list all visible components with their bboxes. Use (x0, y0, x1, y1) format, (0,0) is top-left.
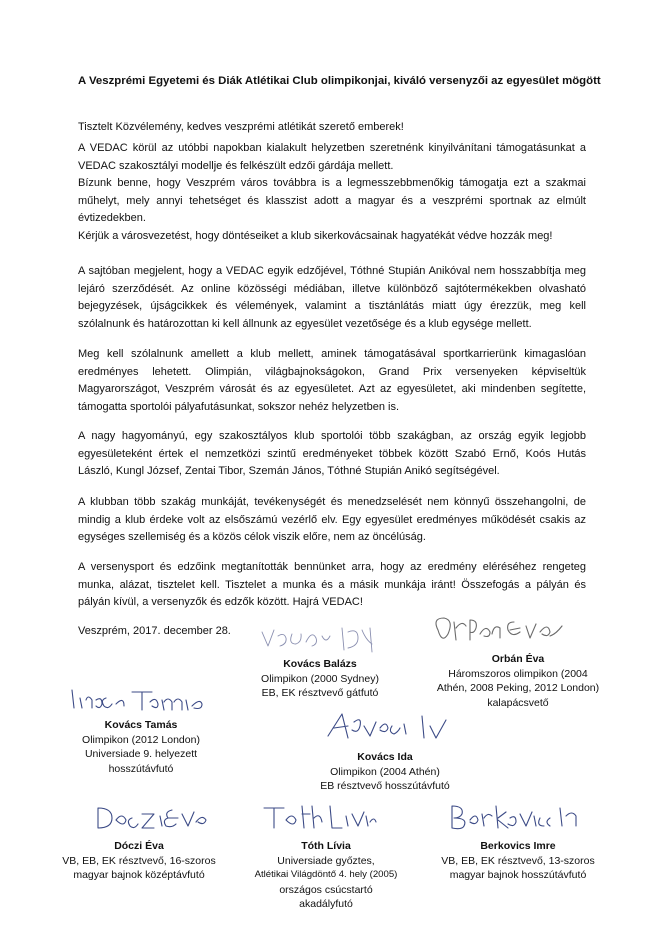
paragraph-line: támogatta sportolói pályafutásunkat, sokszor nehéz helyzetben is. (78, 400, 400, 413)
signatory-orban-eva (418, 652, 618, 710)
signatory-credential: Olimpikon (2000 Sydney) (261, 672, 379, 685)
signature-toth-livia-icon (258, 800, 378, 836)
signatory-name: Orbán Éva (491, 653, 545, 665)
paragraph-4 (78, 428, 586, 481)
signatory-name: Kovács Ida (357, 751, 413, 763)
signatory-credential: VB, EB, EK résztvevő, 16-szoros (62, 854, 216, 867)
signatory-credential: akadályfutó (299, 898, 353, 911)
greeting: Tisztelt Közvélemény, kedves veszprémi atlétikát szerető emberek! (78, 121, 404, 133)
paragraph-line: eredményes lehetett. Olimpián, világbajnokságokon, Grand Prix versenyeken képviseltük (78, 365, 586, 378)
paragraph-line: A nagy hagyományú, egy szakosztályos klub sportolói több szakágban, az ország egyik legjobb (78, 430, 586, 442)
signatory-name: Berkovics Imre (480, 840, 556, 852)
paragraph-line: A versenysport és edzőink megtanították bennünket arra, hogy az eredmény eléréséhez rengeteg (78, 561, 586, 573)
signatory-doczi-eva (54, 839, 224, 883)
paragraph-line: szólalnunk és határozottan ki kell állnunk az egyesület vezetősége és a klub egysége mellett. (78, 317, 532, 330)
paragraph-line: Bízunk benne, hogy Veszprém város továbbra is a legmesszebbmenőkig támogatja ezt a szakmai (78, 177, 586, 190)
signatory-kovacs-balazs (240, 657, 400, 701)
signature-kovacs-tamas-icon (66, 684, 226, 718)
paragraph-line: A sajtóban megjelent, hogy a VEDAC egyik edzőjével, Tóthné Stupián Anikóval nem hosszabbítja meg (78, 265, 586, 277)
signature-kovacs-ida-icon (322, 708, 452, 748)
paragraph-line: munka, alázat, tisztelet kell. Tisztelet a munka és a másik munkája iránt! Összefogás a pályán és (78, 578, 586, 591)
signature-orban-eva-icon (430, 612, 580, 650)
paragraph-line: Meg kell szólalnunk amellett a klub mellett, aminek támogatásával sportkarrierünk kimagaslóan (78, 348, 586, 360)
signatory-name: Kovács Balázs (283, 658, 357, 670)
paragraph-1 (78, 140, 586, 246)
signatory-credential: Olimpikon (2004 Athén) (330, 765, 440, 778)
signatory-credential: Háromszoros olimpikon (2004 (448, 667, 588, 680)
paragraph-line: egyesületeként értek el nemzetközi szintű eredményeket többek között Szabó Ernő, Koós Hutás (78, 447, 586, 460)
paragraph-line: A klubban több szakág munkáját, tevékenységét és menedzselését nem könnyű összehangolni, de (78, 496, 586, 508)
paragraph-line: műhelyt, mely annyi tehetséget és klasszist adott a magyar és a veszprémi sportnak az elmúlt (78, 194, 586, 207)
signatory-credential: országos csúcstartó (279, 883, 373, 896)
signatory-credential: hosszútávfutó (108, 762, 174, 775)
signature-kovacs-balazs-icon (258, 622, 388, 658)
signature-berkovics-imre-icon (446, 800, 586, 836)
paragraph-line: bejegyzések, újságcikkek és vélemények, valamint a tisztánlátás miatt úgy érezzük, meg kell (78, 300, 586, 313)
signatory-berkovics-imre (428, 839, 608, 883)
signatory-credential: EB résztvevő hosszútávfutó (320, 780, 450, 793)
signatory-name: Kovács Tamás (104, 719, 178, 731)
paragraph-6 (78, 559, 586, 612)
signatory-name: Dóczi Éva (114, 840, 164, 852)
signature-doczi-eva-icon (92, 800, 212, 836)
signatory-credential: Universiade 9. helyezett (84, 748, 198, 761)
paragraph-line: évtizedekben. (78, 212, 146, 225)
paragraph-2 (78, 263, 586, 333)
paragraph-line: A VEDAC körül az utóbbi napokban kialakult helyzetben szeretnénk kinyilvánítani támogatásunkat a (78, 142, 586, 154)
paragraph-line: VEDAC szakosztályi modellje és felkészült edzői gárdája mellett. (78, 159, 394, 172)
signatory-credential: Universiade győztes, (277, 854, 375, 867)
signatory-credential: magyar bajnok hosszútávfutó (449, 869, 587, 882)
paragraph-line: pályán kívül, a versenyzők és edzők között. Hajrá VEDAC! (78, 596, 363, 609)
signatory-credential: VB, EB, EK résztvevő, 13-szoros (441, 854, 595, 867)
signatory-kovacs-ida (300, 750, 470, 794)
paragraph-5 (78, 494, 586, 547)
signatory-credential: EB, EK résztvevő gátfutó (261, 687, 379, 700)
paragraph-line: lejáró szerződését. Az online közösségi médiában, illetve különböző sajtótermékekben olvasható (78, 282, 586, 295)
signatory-credential: Atlétikai Világdöntő 4. hely (2005) (254, 869, 398, 881)
signatory-credential: Olimpikon (2012 London) (82, 733, 200, 746)
paragraph-line: László, Kungl József, Zentai Tibor, Szemán János, Tóthné Stupián Anikó segítségével. (78, 465, 500, 478)
paragraph-line: egységes szellemiség és a közös célok viszik előre, nem az öncélúság. (78, 531, 426, 544)
signatory-credential: magyar bajnok középtávfutó (73, 869, 205, 882)
signatory-toth-livia (228, 839, 424, 912)
signatory-credential: kalapácsvető (487, 696, 549, 709)
place-date: Veszprém, 2017. december 28. (78, 625, 231, 637)
paragraph-line: Magyarországot, Veszprém városát és az egyesületet. Azt az egyesületet, aki mindenben segítette, (78, 383, 586, 396)
paragraph-3 (78, 346, 586, 416)
letter-title: A Veszprémi Egyetemi és Diák Atlétikai Club olimpikonjai, kiváló versenyzői az egyesület mögött (78, 75, 601, 87)
signatory-name: Tóth Lívia (301, 840, 351, 852)
signatory-credential: Athén, 2008 Peking, 2012 London) (436, 682, 600, 695)
paragraph-line: mindig a klub érdeke volt az elsőszámú vezérlő elv. Egy egyesület eredményes működését csakis az (78, 513, 586, 526)
paragraph-line: Kérjük a városvezetést, hogy döntéseiket a klub sikerkovácsainak hagyatékát védve hozzák meg! (78, 229, 553, 242)
signatory-kovacs-tamas (66, 718, 216, 776)
